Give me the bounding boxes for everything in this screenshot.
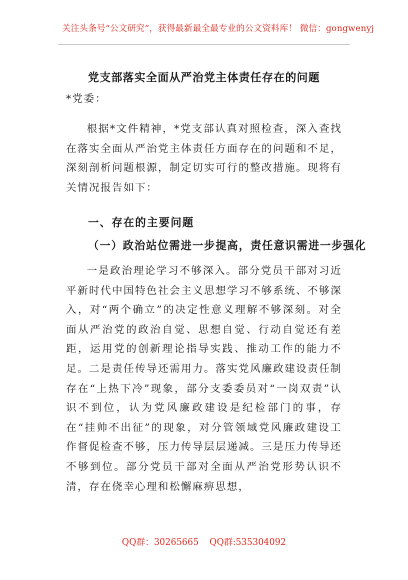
footer-qq-group-2: QQ群:535304092 bbox=[209, 538, 287, 548]
footer-qq-group-1: QQ群：30265665 bbox=[121, 538, 199, 548]
body-paragraph: 一是政治理论学习不够深入。部分党员干部对习近平新时代中国特色社会主义思想学习不够系统、不够深入，对“两个确立”的决定性意义理解不够深刻。对全面从严治党的政治自觉、思想自觉、行动自觉还有差距，运用党的创新理论指导实践、推动工作的能力不足。二是责任传导还需用力。落实党风廉政建设责任制存在“上热下冷”现象，部分支委委员对“一岗双责”认识不到位，认为党风廉政建设是纪检部门的事，存在“挂帅不出征”的现象，对分管领域党风廉政建设工作督促检查不够，压力传导层层递减。三是压力传导还不够到位。部分党员干部对全面从严治党形势认识不清，存在侥幸心理和松懈麻痹思想， bbox=[66, 265, 342, 493]
header-divider bbox=[58, 44, 350, 45]
page-footer bbox=[0, 535, 408, 548]
header-promo-text: 关注头条号“公文研究”，获得最新最全最专业的公文资料库！ 微信：gongwenyj bbox=[62, 24, 375, 34]
intro-paragraph: 根据*文件精神，*党支部认真对照检查，深入查找在落实全面从严治党主体责任方面存在的问题和不足，深刻剖析问题根源，制定切实可行的整改措施。现将有关情况报告如下： bbox=[66, 123, 342, 194]
section-heading: 一、存在的主要问题 bbox=[88, 216, 195, 229]
subsection-heading: （一）政治站位需进一步提高，责任意识需进一步强化 bbox=[88, 239, 367, 252]
document-title: 党支部落实全面从严治党主体责任存在的问题 bbox=[88, 71, 320, 84]
page-header bbox=[0, 0, 408, 50]
greeting: *党委： bbox=[66, 93, 107, 105]
